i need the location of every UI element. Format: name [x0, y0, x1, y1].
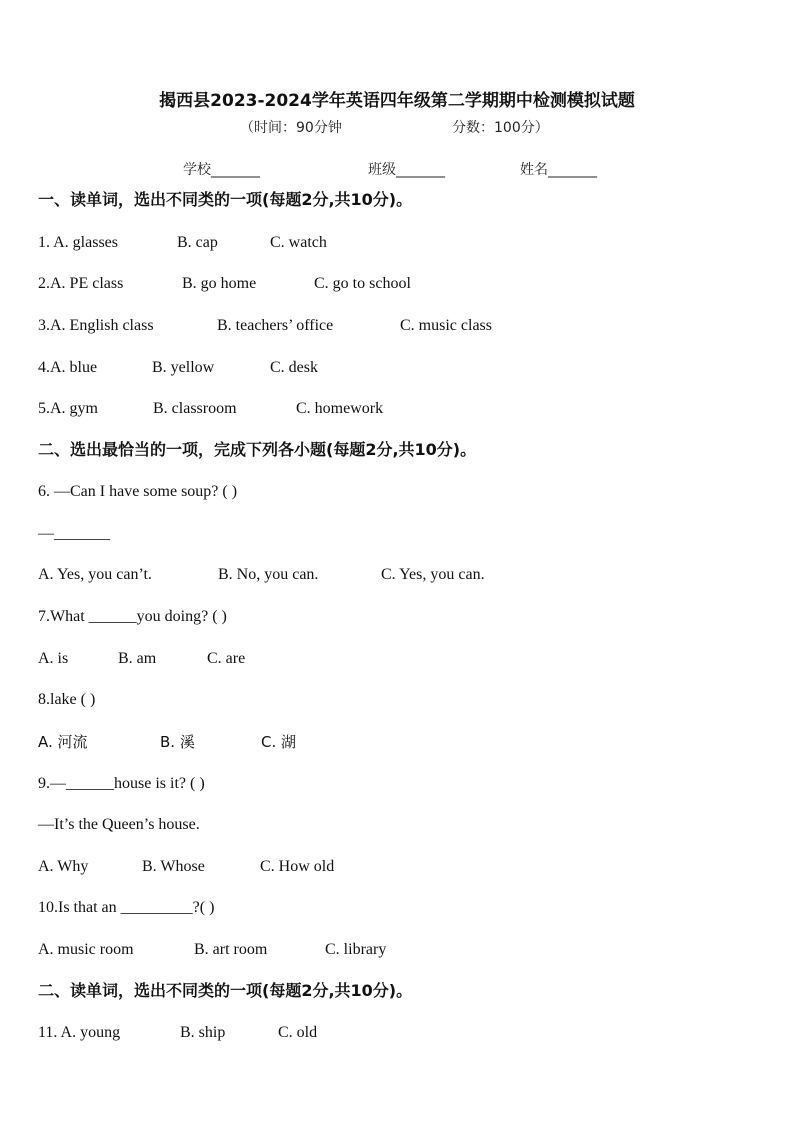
q1-option-c: C. watch [270, 234, 327, 251]
q6-reply: —_______ [38, 525, 110, 542]
q8-stem: 8.lake ( ) [38, 691, 96, 708]
q9-reply: —It’s the Queen’s house. [38, 816, 200, 833]
q3-option-b: B. teachers’ office [217, 317, 334, 334]
q7-option-c: C. are [207, 650, 246, 667]
q6-option-b: B. No, you can. [218, 566, 319, 583]
section-2-heading: 二、选出最恰当的一项，完成下列各小题(每题2分,共10分)。 [38, 440, 477, 459]
q3-option-a: 3.A. English class [38, 317, 154, 334]
school-field: 学校_______ [183, 162, 260, 178]
q4-option-b: B. yellow [152, 359, 215, 376]
q2-option-c: C. go to school [314, 275, 411, 292]
q7-option-b: B. am [118, 650, 157, 667]
q6-stem: 6. —Can I have some soup? ( ) [38, 483, 238, 500]
exam-title: 揭西县2023-2024学年英语四年级第二学期期中检测模拟试题 [159, 91, 635, 111]
section-1-heading: 一、读单词，选出不同类的一项(每题2分,共10分)。 [38, 190, 413, 209]
q5-option-a: 5.A. gym [38, 400, 98, 417]
q1-option-b: B. cap [177, 234, 218, 251]
q9-stem: 9.—______house is it? ( ) [38, 775, 205, 792]
q4-option-c: C. desk [270, 359, 318, 376]
q1-option-a: 1. A. glasses [38, 234, 118, 251]
q11-option-a: 11. A. young [38, 1024, 121, 1041]
q2-option-b: B. go home [182, 275, 257, 292]
exam-time: （时间：90分钟 [240, 120, 342, 136]
exam-score: 分数：100分） [452, 120, 549, 136]
q6-option-a: A. Yes, you can’t. [38, 566, 152, 583]
q9-option-c: C. How old [260, 858, 335, 875]
q9-option-a: A. Why [38, 858, 89, 875]
q3-option-c: C. music class [400, 317, 492, 334]
class-field: 班级_______ [368, 162, 445, 178]
q9-option-b: B. Whose [142, 858, 205, 875]
q5-option-c: C. homework [296, 400, 384, 417]
q5-option-b: B. classroom [153, 400, 237, 417]
q8-option-b: B. 溪 [160, 733, 195, 751]
q10-stem: 10.Is that an _________?( ) [38, 899, 215, 916]
q7-option-a: A. is [38, 650, 69, 667]
q10-option-c: C. library [325, 941, 387, 958]
q2-option-a: 2.A. PE class [38, 275, 124, 292]
q7-stem: 7.What ______you doing? ( ) [38, 608, 227, 625]
q6-option-c: C. Yes, you can. [381, 566, 485, 583]
q8-option-c: C. 湖 [261, 733, 297, 751]
q10-option-a: A. music room [38, 941, 134, 958]
q11-option-c: C. old [278, 1024, 318, 1041]
q10-option-b: B. art room [194, 941, 268, 958]
section-3-heading: 二、读单词，选出不同类的一项(每题2分,共10分)。 [38, 981, 413, 1000]
q8-option-a: A. 河流 [38, 733, 88, 751]
q11-option-b: B. ship [180, 1024, 226, 1041]
q4-option-a: 4.A. blue [38, 359, 98, 376]
name-field: 姓名_______ [520, 162, 597, 178]
